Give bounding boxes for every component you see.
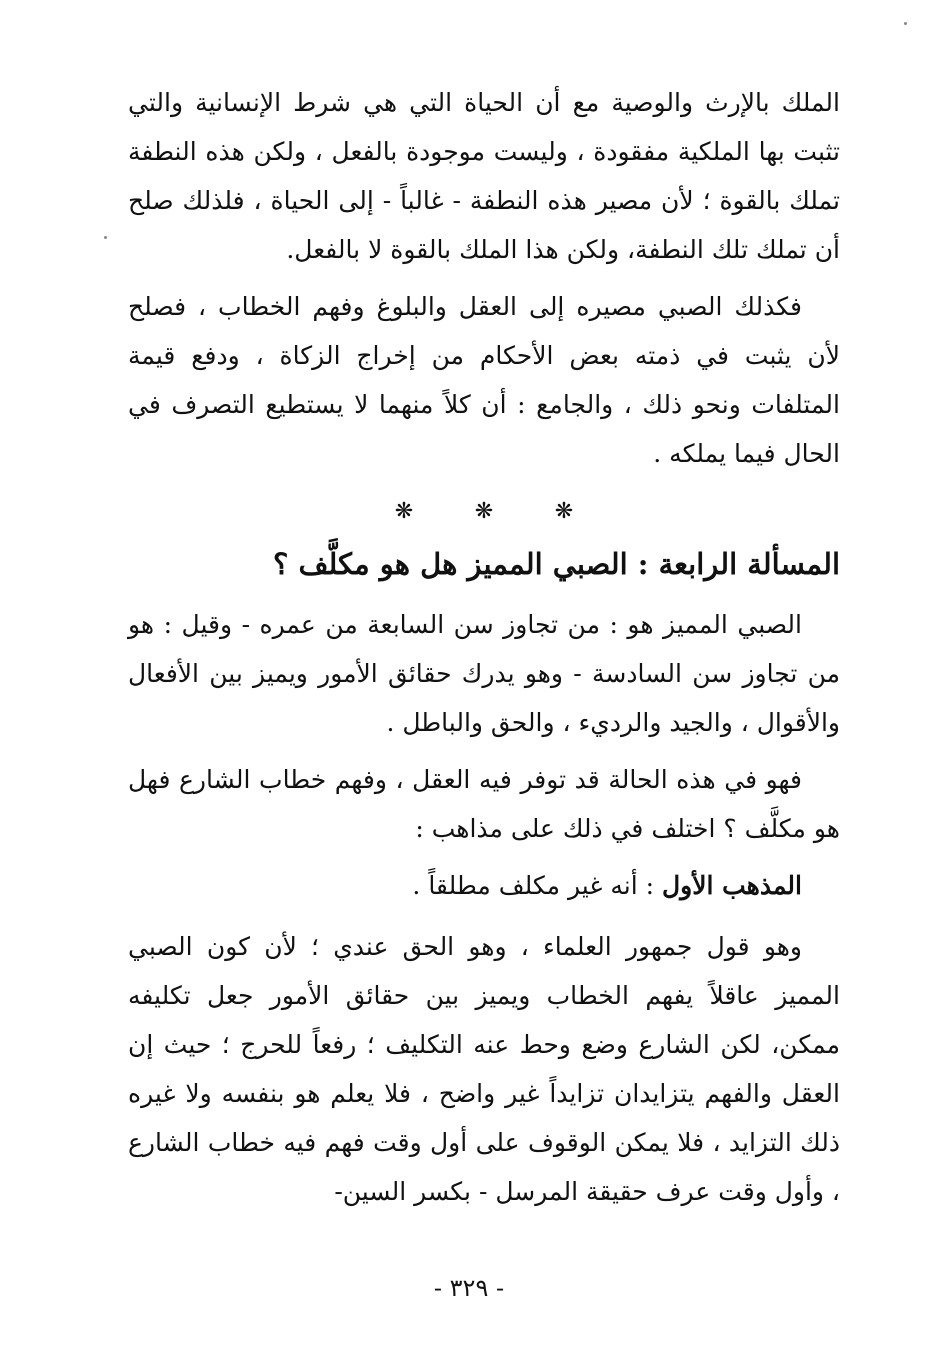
paragraph-analogy: فكذلك الصبي مصيره إلى العقل والبلوغ وفهم الخطاب ، فصلح لأن يثبت في ذمته بعض الأحكام من إخراج الزكاة ، ودفع قيمة المتلفات ونحو ذلك ، والجامع : أن كلاً منهما لا يستطيع التصرف في الحال فيما يملكه . bbox=[128, 292, 840, 468]
asterism-icon: ❋ bbox=[394, 499, 414, 524]
paragraph-definition: الصبي المميز هو : من تجاوز سن السابعة من عمره - وقيل : هو من تجاوز سن السادسة - وهو يدرك حقائق الأمور ويميز بين الأفعال والأقوال ، والجيد والرديء ، والحق والباطل . bbox=[128, 610, 840, 737]
page-body bbox=[128, 78, 840, 1216]
page-number: - ٣٢٩ - bbox=[433, 1274, 505, 1302]
section-heading: المسألة الرابعة : الصبي المميز هل هو مكلَّف ؟ bbox=[272, 547, 840, 581]
paragraph-explanation: وهو قول جمهور العلماء ، وهو الحق عندي ؛ لأن كون الصبي المميز عاقلاً يفهم الخطاب ويميز بين حقائق الأمور جعل تكليفه ممكن، لكن الشارع وضع وحط عنه التكليف ؛ رفعاً للحرج ؛ حيث إن العقل والفهم يتزايدان تزايداً غير واضح ، فلا يعلم هو بنفسه ولا غيره ذلك التزايد ، فلا يمكن الوقوف على أول وقت فهم فيه خطاب الشارع ، وأول وقت عرف حقيقة المرسل - بكسر السين- bbox=[128, 932, 840, 1206]
asterism-icon: ❋ bbox=[554, 499, 574, 524]
scan-speck bbox=[104, 236, 107, 239]
asterism-icon: ❋ bbox=[474, 499, 494, 524]
scan-speck bbox=[904, 22, 907, 25]
paragraph-continuation: الملك بالإرث والوصية مع أن الحياة التي هي شرط الإنسانية والتي تثبت بها الملكية مفقودة ، وليست موجودة بالفعل ، ولكن هذه النطفة تملك بالقوة ؛ لأن مصير هذه النطفة - غالباً - إلى الحياة ، فلذلك صلح أن تملك تلك النطفة، ولكن هذا الملك بالقوة لا بالفعل. bbox=[128, 88, 840, 264]
madhhab-label: المذهب الأول bbox=[661, 871, 802, 900]
paragraph-question: فهو في هذه الحالة قد توفر فيه العقل ، وفهم خطاب الشارع فهل هو مكلَّف ؟ اختلف في ذلك على مذاهب : bbox=[128, 765, 840, 843]
paragraph-first-madhhab bbox=[128, 861, 840, 910]
madhhab-text: : أنه غير مكلف مطلقاً . bbox=[412, 871, 662, 900]
section-separator bbox=[128, 492, 840, 532]
